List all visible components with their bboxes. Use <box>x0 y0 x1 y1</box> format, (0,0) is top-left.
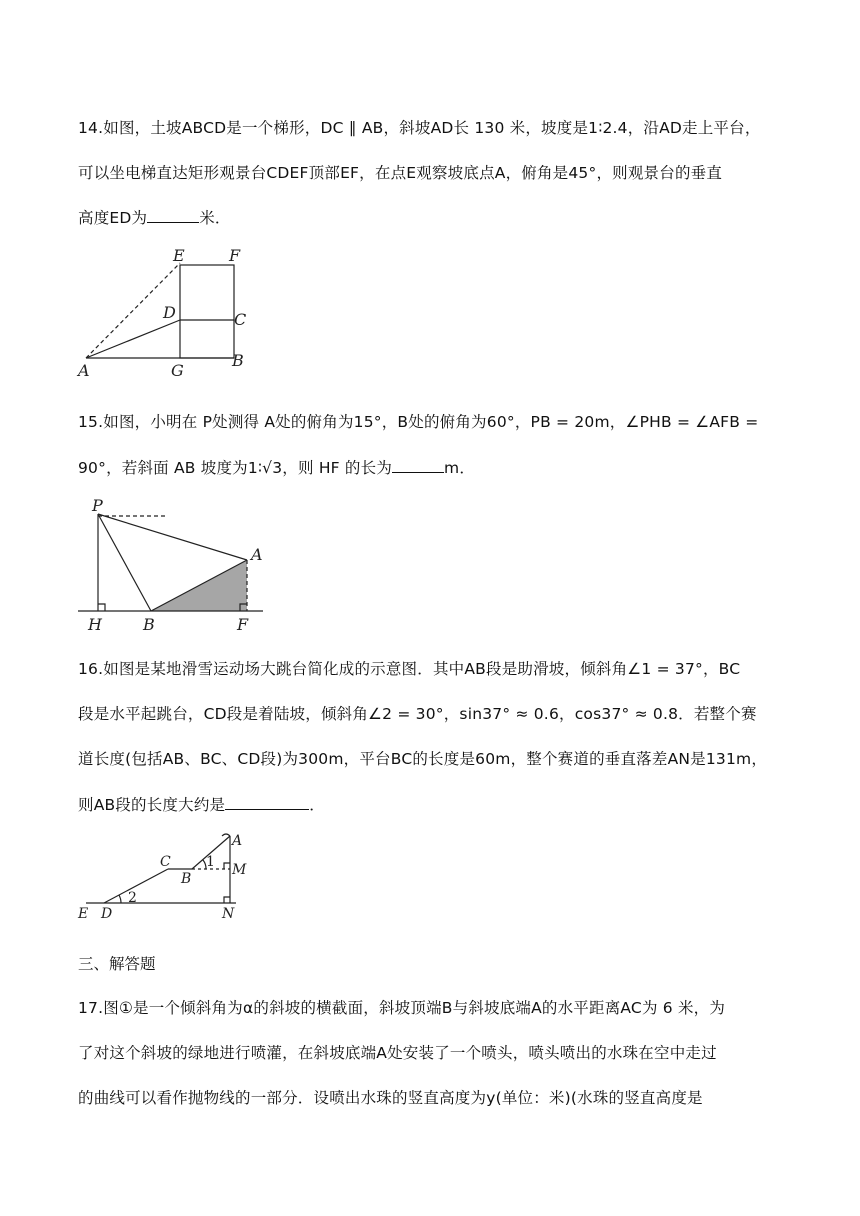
q16-label-c: C <box>160 854 171 870</box>
q15-label-h: H <box>88 615 102 634</box>
q14-line-1: 14.如图，土坡ABCD是一个梯形，DC ∥ AB，斜坡AD长 130 米，坡度是1∶2.4，沿AD走上平台， <box>78 119 761 137</box>
q16-line-4-prefix: 则AB段的长度大约是 <box>78 796 226 814</box>
section-title: 三、解答题 <box>78 955 156 973</box>
q14-label-e: E <box>173 246 185 265</box>
q14-label-a: A <box>78 361 90 380</box>
q16-label-angle-2: 2 <box>128 890 137 906</box>
q14-label-b: B <box>232 351 244 370</box>
q16-label-m: M <box>232 862 247 878</box>
q16-angle-2-arc <box>119 895 121 903</box>
q14-label-f: F <box>229 246 241 265</box>
q16-right-angle-m <box>224 863 230 869</box>
q14-line-2: 可以坐电梯直达矩形观景台CDEF顶部EF，在点E观察坡底点A，俯角是45°，则观景台的垂直 <box>78 164 723 182</box>
q17-line-2: 了对这个斜坡的绿地进行喷灌，在斜坡底端A处安装了一个喷头，喷头喷出的水珠在空中走过 <box>78 1044 717 1062</box>
q16-right-angle-n <box>224 897 230 903</box>
q16-line-3: 道长度(包括AB、BC、CD段)为300m，平台BC的长度是60m，整个赛道的垂直落差AN是131m， <box>78 750 768 768</box>
q16-label-b: B <box>181 871 192 887</box>
q16-label-d: D <box>101 906 113 922</box>
q15-label-p: P <box>92 496 103 515</box>
q16-skier-mark <box>222 834 230 836</box>
q15-label-f: F <box>237 615 249 634</box>
q16-label-e: E <box>78 906 89 922</box>
q15-line-1: 15.如图，小明在 P处测得 A处的俯角为15°，B处的俯角为60°，PB = 20m，∠PHB = ∠AFB = <box>78 413 759 431</box>
q16-label-n: N <box>222 906 235 922</box>
q14-label-g: G <box>171 361 184 380</box>
q17-line-1: 17.图①是一个倾斜角为α的斜坡的横截面，斜坡顶端B与斜坡底端A的水平距离AC为 6 米，为 <box>78 999 726 1017</box>
q14-line-3-prefix: 高度ED为 <box>78 209 148 227</box>
q16-line-2: 段是水平起跳台，CD段是着陆坡，倾斜角∠2 = 30°，sin37° ≈ 0.6，cos37° ≈ 0.8．若整个赛 <box>78 705 757 723</box>
q16-label-a: A <box>232 833 243 849</box>
q14-label-c: C <box>234 310 247 329</box>
q17-line-3: 的曲线可以看作抛物线的一部分．设喷出水珠的竖直高度为y(单位：米)(水珠的竖直高度是 <box>78 1089 703 1107</box>
q15-label-a: A <box>251 545 263 564</box>
q16-line-4-suffix: ． <box>309 796 325 814</box>
q14-line-3-suffix: 米． <box>199 209 231 227</box>
q16-label-angle-1: 1 <box>206 854 215 870</box>
q15-line-2-prefix: 90°，若斜面 AB 坡度为1∶√3，则 HF 的长为 <box>78 459 393 477</box>
q15-line-2-suffix: m． <box>444 459 476 477</box>
q14-label-d: D <box>163 303 176 322</box>
q15-label-b: B <box>143 615 155 634</box>
q16-line-1: 16.如图是某地滑雪运动场大跳台简化成的示意图．其中AB段是助滑坡，倾斜角∠1 = 37°，BC <box>78 660 741 678</box>
